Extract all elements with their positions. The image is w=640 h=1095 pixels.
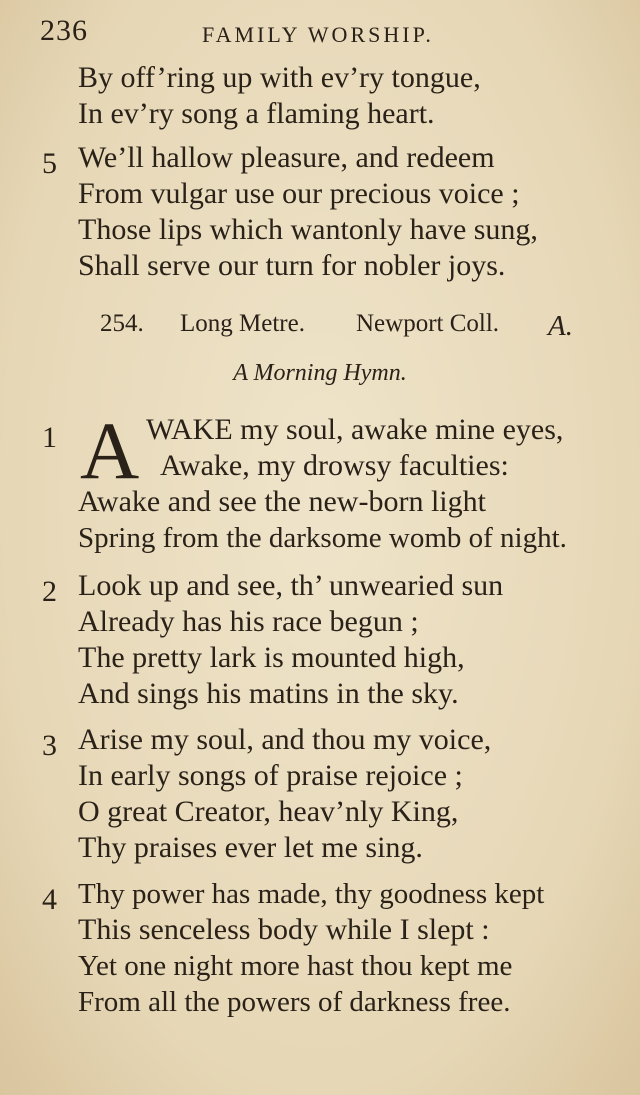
verse-line: Awake, my drowsy faculties: [160, 449, 509, 482]
hymn-title: A Morning Hymn. [233, 360, 407, 386]
verse-line: Spring from the darksome womb of night. [78, 522, 567, 554]
verse-number: 1 [42, 421, 57, 454]
running-title: FAMILY WORSHIP. [202, 22, 434, 47]
page-header [40, 14, 640, 54]
verse-line: O great Creator, heav’nly King, [78, 795, 459, 828]
verse-line: And sings his matins in the sky. [78, 677, 459, 710]
hymn-source: Newport Coll. [356, 310, 500, 337]
verse-number: 4 [42, 883, 57, 916]
verse-line: Thy praises ever let me sing. [78, 831, 423, 864]
verse-line: Those lips which wantonly have sung, [78, 213, 538, 246]
hymn-number: 254. [100, 310, 144, 337]
verse-line: Shall serve our turn for nobler joys. [78, 249, 506, 282]
verse-line: From all the powers of darkness free. [78, 986, 511, 1018]
verse-line: Awake and see the new-born light [78, 485, 486, 518]
verse-line: We’ll hallow pleasure, and redeem [78, 141, 495, 174]
verse-number: 2 [42, 575, 57, 608]
hymn-letter: A. [548, 310, 573, 342]
verse-line: Arise my soul, and thou my voice, [78, 723, 492, 756]
verse-line: Look up and see, th’ unwearied sun [78, 569, 504, 602]
hymn-metre: Long Metre. [180, 310, 305, 337]
verse-line: Thy power has made, thy goodness kept [78, 878, 545, 910]
verse-number: 3 [42, 729, 57, 762]
verse-line: By off’ring up with ev’ry tongue, [78, 61, 481, 94]
verse-line: In ev’ry song a flaming heart. [78, 97, 435, 130]
hymn-heading [100, 310, 640, 350]
verse-line: Already has his race begun ; [78, 605, 419, 638]
verse-number: 5 [42, 147, 57, 180]
verse-line: This senceless body while I slept : [78, 913, 490, 946]
verse-line: In early songs of praise rejoice ; [78, 759, 463, 792]
verse-line: WAKE my soul, awake mine eyes, [146, 413, 564, 446]
verse-line: Yet one night more hast thou kept me [78, 950, 513, 982]
verse-line: The pretty lark is mounted high, [78, 641, 465, 674]
verse-line: From vulgar use our precious voice ; [78, 177, 520, 210]
drop-cap: A [80, 405, 140, 496]
page-number: 236 [40, 14, 88, 47]
